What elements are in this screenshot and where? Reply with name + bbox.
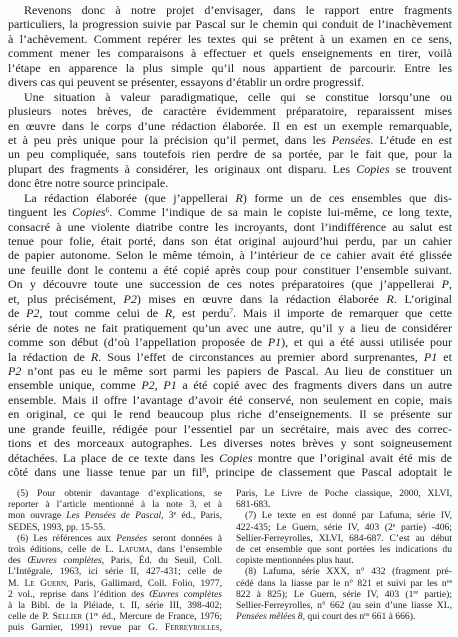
text-run: La rédaction élaborée (que j’appellerai <box>24 190 236 205</box>
footnote-line <box>236 555 452 566</box>
footnote-line <box>236 499 452 510</box>
text-line <box>8 133 452 147</box>
text-run: 422-435; Le Guern, série IV, 403 (2 <box>236 521 393 533</box>
text-run: , <box>219 622 222 634</box>
body-paragraph <box>8 3 452 90</box>
italic-text: R <box>235 190 243 205</box>
italic-text: P2 <box>123 291 137 306</box>
text-run: une feuille dont le contenu a été copié après coup pour constituer l’ensemble suivant. <box>8 262 452 277</box>
text-run: , dans l’ensemble <box>149 543 222 555</box>
text-run: mon ouvrage <box>8 510 67 522</box>
footnote <box>236 488 452 510</box>
footnote-line <box>8 578 222 589</box>
text-line <box>8 61 452 75</box>
text-line <box>8 205 452 219</box>
superscript: re <box>93 612 99 619</box>
italic-text: R <box>90 349 99 364</box>
footnote <box>236 510 452 566</box>
footnote-ref-number: 7 <box>229 306 234 316</box>
text-run: ) forme un de ces ensembles que dis- <box>242 190 453 205</box>
body-paragraph <box>8 191 452 480</box>
text-run: en original, ce qui le rend beaucoup plus riche d’enseignements. Il se présente sur <box>8 407 452 422</box>
footnote <box>236 566 452 622</box>
text-run: plusieurs notes brèves, de caractère évidemment préparatoire, reparaissent mises <box>8 104 452 119</box>
text-line <box>8 407 452 421</box>
italic-text: P1 <box>423 349 438 364</box>
text-line <box>8 378 452 392</box>
text-run: 822 à 825); Le Guern, série IV, 403 (1 <box>236 588 414 600</box>
text-line <box>8 292 452 306</box>
text-line <box>8 451 452 465</box>
text-run: , qui court des n <box>302 611 365 623</box>
text-run: Sellier-Ferreyrolles, n° 662 (au sein d’une liasse XL, <box>236 599 452 611</box>
footnotes-right-column <box>236 488 452 622</box>
footnotes <box>8 488 452 634</box>
text-run: (5) Pour obtenir davantage d’explications, se <box>17 488 222 499</box>
text-run: ensemble. Mais il offre l’avantage d’avoir été conservé, non seulement en copie, mais <box>8 392 452 407</box>
text-line <box>8 263 452 277</box>
footnote-line <box>236 611 452 622</box>
text-run: tenue pour folie, était porté, dans son état original aujourd’hui perdu, par un cahier <box>8 234 452 248</box>
text-run: Paris, Le Livre de Poche classique, 2000, XLVI, <box>236 488 452 499</box>
italic-text: Œuvres complètes <box>149 588 222 600</box>
footnote-line <box>236 510 452 521</box>
text-run: se trouvent <box>389 161 452 176</box>
footnote-line <box>236 488 452 499</box>
footnote-line <box>8 499 222 510</box>
footnote-ref-number: 8 <box>202 465 207 475</box>
italic-text: Pensées <box>331 132 371 147</box>
small-caps-name: Ferreyrolles <box>164 622 220 634</box>
text-run: donc être notre source principale. <box>8 176 169 191</box>
text-run: 661 à 666). <box>369 611 416 623</box>
text-run: un peu compliquée, sans toutefois rien perdre de sa portée, par le fait que, pour la <box>8 147 452 162</box>
italic-text: R <box>164 306 173 321</box>
text-run: puis Garnier, 1991) revue par G. <box>8 622 165 634</box>
text-run: 681-683. <box>236 499 271 511</box>
text-run: partie) -406; <box>395 521 452 533</box>
text-run: Une situation à valeur paradigmatique, celle qui se constitue lorsqu’une ou <box>24 89 452 104</box>
superscript: re <box>413 589 419 596</box>
text-run: la rédaction de <box>8 349 91 364</box>
text-run: ) mises en œuvre dans la rédaction élaborée <box>136 291 387 306</box>
italic-text: P2 <box>141 378 155 393</box>
footnotes-left-column <box>8 488 222 633</box>
text-run: , <box>154 378 164 393</box>
text-run: détachées. La place de ce texte dans les <box>8 450 220 465</box>
footnote-line <box>8 510 222 521</box>
text-run: (6) Les références aux <box>17 532 117 544</box>
footnote-line <box>236 544 452 555</box>
text-run: et <box>437 349 452 364</box>
text-run: à l’achèvement. Comment repérer les textes qui se prêtent à un examen en ce sens, <box>8 31 452 46</box>
italic-text: P2 <box>8 363 22 378</box>
text-run: a été copié avec des fragments divers dans un autre <box>176 378 453 393</box>
text-line <box>8 364 452 378</box>
text-run: cédé dans la liasse par le n° 821 et suivi par les n <box>236 577 447 589</box>
superscript: e <box>392 522 396 529</box>
italic-text: P1 <box>163 378 177 393</box>
text-run: . Comme l’indique de sa main le copiste lui-même, ce long texte, <box>109 205 452 220</box>
footnote-line <box>8 544 222 555</box>
text-run: divers cas qui peuvent se présenter, essayons d’établir un ordre progressif. <box>8 75 365 90</box>
text-line <box>8 422 452 436</box>
text-run: 2 vol., reprise dans l’édition des <box>8 588 150 600</box>
italic-text: Copies <box>356 161 390 176</box>
text-line <box>8 335 452 349</box>
footnote-line <box>8 533 222 544</box>
text-run: de cet ensemble que sont portées les indications du <box>236 543 452 555</box>
text-line <box>8 220 452 234</box>
text-run: Sellier-Ferreyrolles, XLVI, 684-687. C’est au début <box>236 532 452 544</box>
text-run: SEDES, 1993, pp. 15-55. <box>8 521 106 533</box>
text-line <box>8 436 452 450</box>
footnote-line <box>236 522 452 533</box>
text-run: consacré à une violente diatribe contre les incroyants, dont l’indifférence au salut est <box>8 219 452 234</box>
footnote-line <box>8 611 222 622</box>
italic-text: P2 <box>26 306 40 321</box>
text-run: On y découvre toute une succession de ces notes préparatoires (que j’appellerai <box>8 277 442 292</box>
text-run: M. <box>8 577 25 589</box>
footnote <box>8 488 222 533</box>
text-line <box>8 277 452 291</box>
footnote-line <box>8 566 222 577</box>
text-line <box>8 350 452 364</box>
text-run: éd., Paris, <box>176 510 222 522</box>
text-line <box>8 119 452 133</box>
text-line <box>8 32 452 46</box>
text-line <box>8 104 452 118</box>
text-run: . Mais il importe de remarquer que cette <box>233 306 453 321</box>
text-line <box>8 176 452 190</box>
italic-text: Œuvres complètes <box>27 555 102 567</box>
text-run: . Sous l’effet de circonstances au premier abord surprenantes, <box>98 349 424 364</box>
text-line <box>8 3 452 17</box>
text-run: à la Bibl. de la Pléiade, t. II, série III, 398-402; <box>8 599 222 611</box>
text-run: seront données à <box>147 532 223 544</box>
footnote-line <box>8 622 222 633</box>
text-line <box>8 90 452 104</box>
italic-text: Copies <box>219 450 253 465</box>
text-run: ensemble unique, comme <box>8 378 142 393</box>
text-run: éd., Mercure de France, 1976; <box>98 611 222 623</box>
footnote-line <box>8 522 222 533</box>
superscript: os <box>364 612 370 619</box>
footnote-line <box>236 600 452 611</box>
text-line <box>8 393 452 407</box>
footnote-line <box>8 600 222 611</box>
italic-text: R <box>386 291 394 306</box>
text-line <box>8 248 452 262</box>
small-caps-name: Sellier <box>52 611 83 623</box>
text-run: (1 <box>82 611 94 623</box>
small-caps-name: Lafuma <box>118 543 150 555</box>
small-caps-name: Le Guern <box>24 577 67 589</box>
text-run: , principe de classement que Pascal adoptait le <box>206 465 452 479</box>
text-run: , 3 <box>161 510 174 522</box>
text-run: ), et qui a été aussi utilisée pour <box>281 335 452 350</box>
footnote-line <box>8 488 222 499</box>
text-line <box>8 191 452 205</box>
text-line <box>8 17 452 31</box>
italic-text: Les Pensées de Pascal <box>66 510 162 522</box>
body-paragraph <box>8 90 452 191</box>
text-run: série de notes ne fait pratiquement qu’un avec une autre, qu’il y a lieu de considérer <box>8 320 452 335</box>
text-run: tinguent les <box>8 205 73 220</box>
text-run: reporter à l’article mentionné à la note 3, et à <box>8 499 222 511</box>
italic-text: Pensées <box>116 532 148 544</box>
text-line <box>8 465 452 479</box>
text-run: trois éditions, celle de L. <box>8 543 119 555</box>
superscript: e <box>173 511 177 518</box>
text-run: Revenons donc à notre projet d’envisager, dans le rapport entre fragments <box>24 3 452 17</box>
footnote-line <box>236 566 452 577</box>
text-run: particuliers, la progression suivie par Pascal sur le chemin qui conduit de l’inachèvement <box>8 17 452 32</box>
text-run: celle de P. <box>8 611 53 623</box>
text-run: , Paris, Éd. du Seuil, Coll. <box>101 555 223 567</box>
text-run: et, plus précisément, <box>8 291 124 306</box>
text-run: tions et des morceaux autographes. Les diverses notes brèves y sont soigneusement <box>8 436 452 451</box>
italic-text: P <box>441 277 449 292</box>
text-run: L’Intégrale, 1963, ici série II, 427-431; celle de <box>8 566 222 578</box>
text-run: comment mener les comparaisons à effectuer et quels enseignements en tirer, voilà <box>8 46 452 61</box>
footnote-line <box>236 589 452 600</box>
text-run: une grande feuille, rédigée pour l’essentiel par un secrétaire, mais avec des correc- <box>8 421 452 436</box>
text-run: , est perdu <box>172 306 230 321</box>
body-text <box>8 3 452 479</box>
superscript: os <box>446 578 452 585</box>
text-line <box>8 46 452 60</box>
text-run: (8) Lafuma, série XXX, n° 432 (fragment pré- <box>245 566 452 578</box>
text-line <box>8 234 452 248</box>
text-run: . L’étude en est <box>370 132 452 147</box>
text-run: plupart des fragments à considérer, les originaux ont disparu. Les <box>8 161 357 176</box>
footnote-line <box>8 589 222 600</box>
text-run: n’ont pas eu le même sort parmi les papiers de Pascal. Au lieu de constituer un <box>21 363 452 378</box>
text-line <box>8 321 452 335</box>
text-line <box>8 147 452 161</box>
text-run: , tout comme celui de <box>39 306 165 321</box>
text-run: des <box>8 555 28 567</box>
text-run: et à peu près unique pour la précision qu’il permet, dans les <box>8 132 332 147</box>
footnote-line <box>236 533 452 544</box>
text-run: en œuvre dans le corps d’une rédaction élaborée. Il en est un exemple remarquable, <box>8 118 452 133</box>
footnote <box>8 533 222 634</box>
text-run: , <box>449 277 452 292</box>
text-run: de <box>8 306 27 321</box>
text-run: copiste mentionnées plus haut. <box>236 555 354 567</box>
text-run: comme son début (d’où l’appellation proposée de <box>8 335 268 350</box>
text-run: partie); <box>418 588 452 600</box>
footnote-ref-number: 6 <box>105 205 110 215</box>
text-run: , Paris, Gallimard, Coll. Folio, 1977, <box>66 577 222 589</box>
italic-text: P1 <box>267 335 282 350</box>
text-run: l’étape en apparence la plus simple qu’il nous appartient de parcourir. Entre les <box>8 60 452 75</box>
text-run: côté dans une liasse tenue par un fil <box>8 465 203 479</box>
text-line <box>8 75 452 89</box>
text-run: . L’original <box>393 291 453 306</box>
text-line <box>8 162 452 176</box>
italic-text: Copies <box>72 205 106 220</box>
text-line <box>8 306 452 320</box>
text-run: montre que l’original avait été mis de <box>252 450 452 465</box>
text-run: de papier autonome. Selon le même témoin, à l’intérieur de ce cahier avait été glissée <box>8 248 452 263</box>
italic-text: Pensées mêlées 8 <box>236 611 303 623</box>
text-run: (7) Le texte en est donné par Lafuma, série IV, <box>245 510 452 522</box>
footnote-line <box>236 578 452 589</box>
footnote-line <box>8 555 222 566</box>
